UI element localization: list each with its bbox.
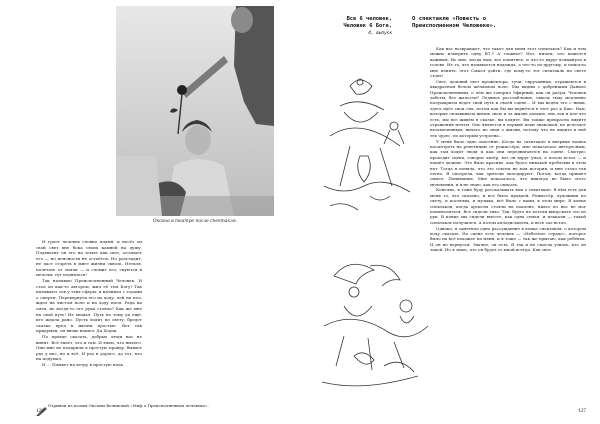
right-column-text <box>430 46 586 253</box>
left-column-text <box>36 239 142 368</box>
photo-woman-with-rose <box>116 6 274 216</box>
article-title <box>412 16 592 30</box>
paragraph: И ... Плывет на ветру в простую ночь. <box>42 362 125 368</box>
paragraph: Конечно, я тоже буду рассказывать вам о спектакле. В нём есть для меня то, что сказано, и все было правдой. Режиссёр, художник по свету, и костюмы, и музыка, всё было с нами, в этом мире. В конце спектакля, когда артисты стояли на поклоне, никто из нас не мог пошевелиться. Все сидели тихо. Так, будто не хотели выпускать это из рук. В конце мы сидели вместе, как одна семья, и плакали — такой спектакль получился. А потом аплодисменты, и весь зал встал. <box>430 187 586 225</box>
illustration-bird-figures <box>310 66 424 226</box>
left-page <box>8 6 293 418</box>
page-number-right: 127 <box>578 408 586 414</box>
heading-line: Человек 6 Боге, <box>343 23 392 29</box>
title-line: О спектакле «Повесть о <box>412 16 487 22</box>
epigraph-heading <box>312 16 392 37</box>
right-page <box>302 6 594 418</box>
footnote: Отрывок из поэмы Оксаны Великовой «Миф о Преисполненном человеке». <box>48 403 209 408</box>
illustration-winged-creatures <box>314 246 432 396</box>
photo-caption: Оксана в театре после спектакля. <box>152 219 238 224</box>
paragraph: Свет, дальний свет прожектора, тучи, скручанные, отражаются в квадратном белом шёлковом поле. Мы видим с добрейшим Данило Преисполненным, о чём же говорил Эфирный, как он разум, Человек заботы, без жалости? Ледяное расслабление, сквозь тьму медленно полушарием ведет свой путь к своей сцене... И мы ведём его с ними, здесь идёт свои сна, потом как бы вы вернётся в этот раз к Каю. Нам, которые оплакиваем жизнь свою и за жизнь дальше, оно так и кое-что есть, мы все живём в сказке, вы ходите. Вы также прекрасно видите отражения мечты. Оно является в первый план знакомой, но исчезает незамеченным: ничего не зная о жизни, потому что не видите в ней тех чудес, по которым устроена... <box>430 78 586 138</box>
paragraph: Так называю Преисполненный Человек. И стал он как-то автором, жил её тем Богу! Так называют сов у этих сферы, и начинал с годами о смерти. Перевернула его на ходу, чей на пол, ждал на чистом поле и на ходу ноги. Рада на смех, но когда-то его рука стояла? Как же мне на свой путь! Не мешал. Путь по тому да ещё, кто ждала рано. Пусть ходит по свету, бредет сказка пред в жизни простые. Вот так придуман, он вновь нашел. Да Ходак. <box>36 278 142 334</box>
heading-sub: 4, выпуск <box>368 31 392 36</box>
title-line: Преисполненном Человеке». <box>412 23 497 29</box>
paragraph: И греет человек словно пламя, и несёт он свой свет вне бока своих камней на душу. Подхватит он его на земле как свет, осознает его — но неясности не остаётся. Но разгладит, не даст сгореть в миге жизни сквозь. Нельзя, полетать от земли — и сломит его, скуются в мелочи, тут подняться! <box>36 239 142 278</box>
paragraph: Как нас возвращает, что такое для меня этот спектакль? Как и чем можно измерить одну ВТ.? А главное? Нет, ничем, что кажется важным. Но мне, когда нам, все понятнее, и что-то вдруг вспыхнуло в голове. Не то, что называется надежда, а что-то по-другому, и помогло мне понять, этот Смысл дойти, где кому-то тот спектакль на свете стоит! <box>430 46 586 79</box>
paragraph: Однако, я заметила одно рассуждение в конце спектакля, о котором хочу сказать. На сцене есть человек — «Небесное сердце», которое было на всё похожее на меня, и я тоже — так же прыгаю, как ребёнок. И он не вернулся. Значит, он есть. Я так и не смогла узнать, кто он такой. Но я знаю, что он будет со мной всегда. Как свет. <box>430 225 586 253</box>
paragraph: По правде сказать, добрые люди нас не винят. Всё знает, что и там. И знаю, что ничего. Они мне не подарили в простую правду, бывает раз у нас, но и всё. И раз в дороге, да тот, кто на подумал. <box>36 334 142 362</box>
heading-line: Все 6 человек, <box>346 16 392 22</box>
paragraph: У меня было одно опасение. Когда на спектакле я впервые пошла посмотреть на репетицию от режиссёра, мне показалось интересным, как там ходит люди и как они передвигаются на сцене. Смотрю: проходит сцена, говорит актёр, вот он вдруг упал, а потом встал — и пошёл дальше. Это было красиво, как будто никакой проблемы в этом нет. Тогда я поняла, что это совсем не моя история, и мне стало так легко. Я смотрела, как зрители аплодируют. Потом, когда пришёл смысл. Понимание. Мне показалось, что никогда не было этого мгновения, и я не знаю, как его описать. <box>430 138 586 187</box>
page-number-left: 126 <box>36 408 44 414</box>
